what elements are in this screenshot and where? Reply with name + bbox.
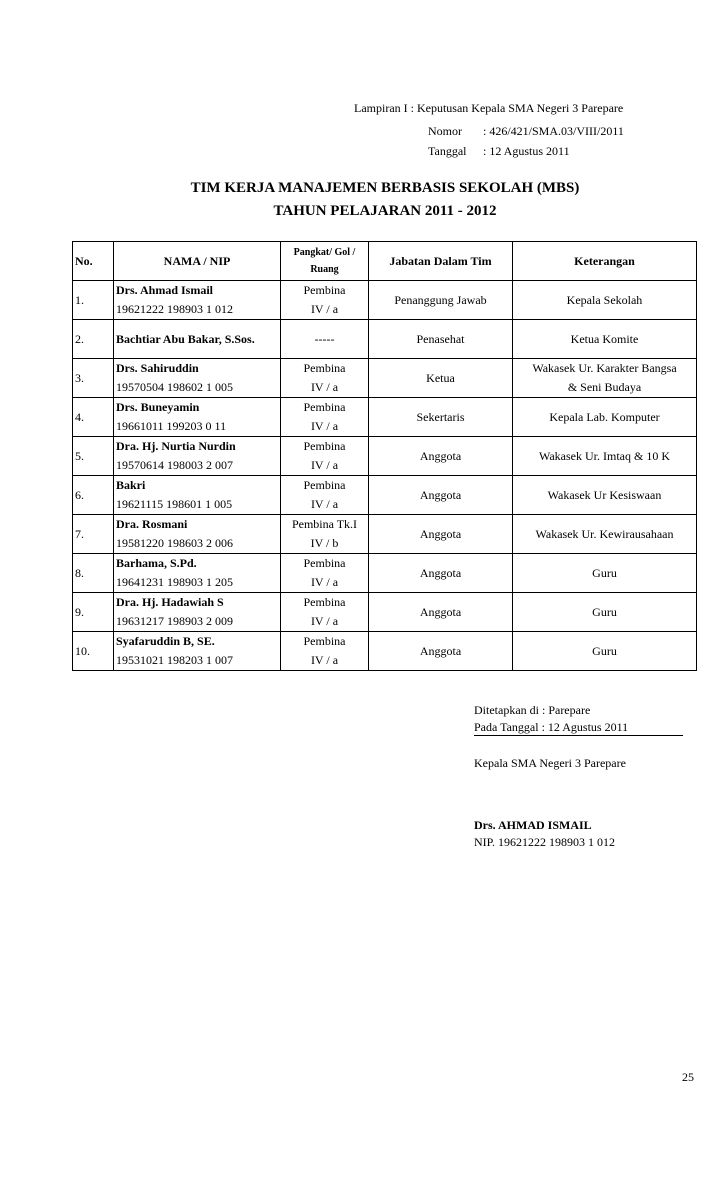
- table-row: [73, 320, 697, 359]
- cell-nama-nip: [114, 476, 281, 515]
- member-keterangan: Guru: [592, 604, 617, 619]
- member-nip: 19531021 198203 1 007: [116, 653, 233, 667]
- row-number: 2.: [75, 331, 84, 346]
- document-title: TIM KERJA MANAJEMEN BERBASIS SEKOLAH (MBS): [190, 180, 580, 196]
- signatory-position: Kepala SMA Negeri 3 Parepare: [474, 756, 626, 770]
- cell-nama-nip: [114, 398, 281, 437]
- member-nip: 19570614 198003 2 007: [116, 458, 233, 472]
- cell-no: [73, 593, 114, 632]
- cell-keterangan: [513, 320, 697, 359]
- cell-keterangan: [513, 593, 697, 632]
- table-row: [73, 359, 697, 398]
- member-pangkat: Pembina: [303, 556, 346, 570]
- table-row: [73, 593, 697, 632]
- member-jabatan: Penasehat: [416, 331, 465, 346]
- member-jabatan: Anggota: [419, 448, 462, 463]
- cell-jabatan: [369, 515, 513, 554]
- member-jabatan: Penanggung Jawab: [394, 292, 487, 307]
- header-pangkat: [281, 242, 369, 281]
- row-number: 3.: [75, 370, 84, 385]
- cell-keterangan: [513, 281, 697, 320]
- cell-no: [73, 437, 114, 476]
- member-golongan: IV / a: [310, 575, 339, 589]
- tanggal-value: : 12 Agustus 2011: [483, 144, 570, 158]
- header-pangkat-line2: Ruang: [310, 264, 339, 275]
- member-keterangan: Guru: [592, 565, 617, 580]
- member-name: Dra. Rosmani: [116, 517, 188, 531]
- member-jabatan: Ketua: [426, 370, 455, 385]
- member-pangkat: Pembina: [303, 361, 346, 375]
- page-number: 25: [682, 1070, 694, 1084]
- cell-nama-nip: [114, 515, 281, 554]
- cell-no: [73, 359, 114, 398]
- member-keterangan-line2: & Seni Budaya: [567, 380, 642, 394]
- cell-nama-nip: [114, 281, 281, 320]
- member-jabatan: Anggota: [419, 526, 462, 541]
- member-name: Drs. Buneyamin: [116, 400, 200, 414]
- cell-no: [73, 476, 114, 515]
- cell-jabatan: [369, 398, 513, 437]
- member-golongan: IV / a: [310, 419, 339, 433]
- team-table: [72, 241, 697, 671]
- member-golongan: IV / a: [310, 302, 339, 316]
- member-keterangan: Wakasek Ur Kesiswaan: [547, 487, 662, 502]
- cell-jabatan: [369, 554, 513, 593]
- member-pangkat: Pembina: [303, 595, 346, 609]
- cell-jabatan: [369, 593, 513, 632]
- member-keterangan: Wakasek Ur. Karakter Bangsa: [532, 361, 677, 375]
- row-number: 10.: [75, 643, 90, 658]
- cell-keterangan: [513, 632, 697, 671]
- cell-keterangan: [513, 554, 697, 593]
- cell-pangkat: [281, 281, 369, 320]
- member-name: Syafaruddin B, SE.: [116, 634, 215, 648]
- lampiran-line: Lampiran I : Keputusan Kepala SMA Negeri 3 Parepare: [354, 101, 624, 115]
- document-subtitle: TAHUN PELAJARAN 2011 - 2012: [273, 203, 497, 219]
- row-number: 7.: [75, 526, 84, 541]
- member-nip: 19631217 198903 2 009: [116, 614, 233, 628]
- cell-pangkat: [281, 476, 369, 515]
- cell-nama-nip: [114, 437, 281, 476]
- ditetapkan-line: Ditetapkan di : Parepare: [474, 703, 591, 717]
- cell-no: [73, 554, 114, 593]
- member-jabatan: Anggota: [419, 487, 462, 502]
- cell-no: [73, 320, 114, 359]
- row-number: 8.: [75, 565, 84, 580]
- header-keterangan: Keterangan: [513, 242, 697, 281]
- member-pangkat: Pembina: [303, 400, 346, 414]
- member-name: Barhama, S.Pd.: [116, 556, 197, 570]
- cell-jabatan: [369, 359, 513, 398]
- cell-keterangan: [513, 398, 697, 437]
- member-nip: 19661011 199203 0 11: [116, 419, 227, 433]
- member-pangkat: Pembina Tk.I: [291, 517, 358, 531]
- cell-keterangan: [513, 476, 697, 515]
- table-header-row: [73, 242, 697, 281]
- member-name: Drs. Ahmad Ismail: [116, 283, 214, 297]
- member-name: Dra. Hj. Nurtia Nurdin: [116, 439, 236, 453]
- member-name: Drs. Sahiruddin: [116, 361, 199, 375]
- cell-jabatan: [369, 632, 513, 671]
- cell-pangkat: [281, 320, 369, 359]
- table-row: [73, 437, 697, 476]
- member-nip: 19641231 198903 1 205: [116, 575, 233, 589]
- table-row: [73, 515, 697, 554]
- cell-no: [73, 281, 114, 320]
- cell-keterangan: [513, 437, 697, 476]
- member-keterangan: Kepala Sekolah: [566, 292, 643, 307]
- row-number: 6.: [75, 487, 84, 502]
- table-row: [73, 632, 697, 671]
- cell-pangkat: [281, 593, 369, 632]
- header-pangkat-line1: Pangkat/ Gol /: [293, 247, 356, 258]
- member-nip: 19581220 198603 2 006: [116, 536, 233, 550]
- member-golongan: IV / a: [310, 497, 339, 511]
- cell-nama-nip: [114, 632, 281, 671]
- cell-no: [73, 398, 114, 437]
- signatory-name: Drs. AHMAD ISMAIL: [474, 818, 592, 832]
- member-golongan: IV / a: [310, 614, 339, 628]
- signatory-nip: NIP. 19621222 198903 1 012: [474, 835, 616, 849]
- table-row: [73, 476, 697, 515]
- row-number: 9.: [75, 604, 84, 619]
- member-name: Bachtiar Abu Bakar, S.Sos.: [116, 331, 255, 346]
- cell-nama-nip: [114, 554, 281, 593]
- member-pangkat: Pembina: [303, 439, 346, 453]
- header-jabatan: Jabatan Dalam Tim: [369, 242, 513, 281]
- member-keterangan: Wakasek Ur. Kewirausahaan: [535, 526, 674, 541]
- cell-keterangan: [513, 515, 697, 554]
- cell-pangkat: [281, 515, 369, 554]
- cell-pangkat: [281, 398, 369, 437]
- member-keterangan: Kepala Lab. Komputer: [549, 409, 660, 424]
- table-row: [73, 398, 697, 437]
- cell-pangkat: [281, 437, 369, 476]
- cell-jabatan: [369, 476, 513, 515]
- member-golongan: IV / a: [310, 380, 339, 394]
- nomor-label: Nomor: [428, 124, 462, 138]
- cell-pangkat: [281, 359, 369, 398]
- pada-tanggal-line: Pada Tanggal : 12 Agustus 2011: [474, 720, 629, 734]
- cell-no: [73, 632, 114, 671]
- cell-jabatan: [369, 320, 513, 359]
- member-name: Dra. Hj. Hadawiah S: [116, 595, 224, 609]
- cell-jabatan: [369, 437, 513, 476]
- member-jabatan: Anggota: [419, 643, 462, 658]
- cell-jabatan: [369, 281, 513, 320]
- member-pangkat: Pembina: [303, 283, 346, 297]
- member-nip: 19570504 198602 1 005: [116, 380, 233, 394]
- table-row: [73, 281, 697, 320]
- member-keterangan: Ketua Komite: [570, 331, 639, 346]
- cell-nama-nip: [114, 593, 281, 632]
- cell-pangkat: [281, 632, 369, 671]
- cell-pangkat: [281, 554, 369, 593]
- member-pangkat: Pembina: [303, 634, 346, 648]
- member-keterangan: Guru: [592, 643, 617, 658]
- member-name: Bakri: [116, 478, 146, 492]
- member-jabatan: Sekertaris: [416, 409, 465, 424]
- member-pangkat: Pembina: [303, 478, 346, 492]
- nomor-value: : 426/421/SMA.03/VIII/2011: [483, 124, 624, 138]
- cell-keterangan: [513, 359, 697, 398]
- member-golongan: IV / a: [310, 653, 339, 667]
- header-no: No.: [73, 242, 114, 281]
- member-golongan: IV / b: [310, 536, 339, 550]
- member-keterangan: Wakasek Ur. Imtaq & 10 K: [538, 448, 670, 463]
- cell-nama-nip: [114, 359, 281, 398]
- member-nip: 19621115 198601 1 005: [116, 497, 233, 511]
- tanggal-label: Tanggal: [428, 144, 467, 158]
- member-jabatan: Anggota: [419, 604, 462, 619]
- cell-no: [73, 515, 114, 554]
- member-golongan: IV / a: [310, 458, 339, 472]
- member-nip: 19621222 198903 1 012: [116, 302, 233, 316]
- member-jabatan: Anggota: [419, 565, 462, 580]
- row-number: 5.: [75, 448, 84, 463]
- table-row: [73, 554, 697, 593]
- row-number: 4.: [75, 409, 84, 424]
- cell-nama-nip: [114, 320, 281, 359]
- row-number: 1.: [75, 292, 84, 307]
- date-underline: [474, 735, 683, 736]
- member-pangkat: -----: [314, 331, 335, 346]
- header-nama: NAMA / NIP: [114, 242, 281, 281]
